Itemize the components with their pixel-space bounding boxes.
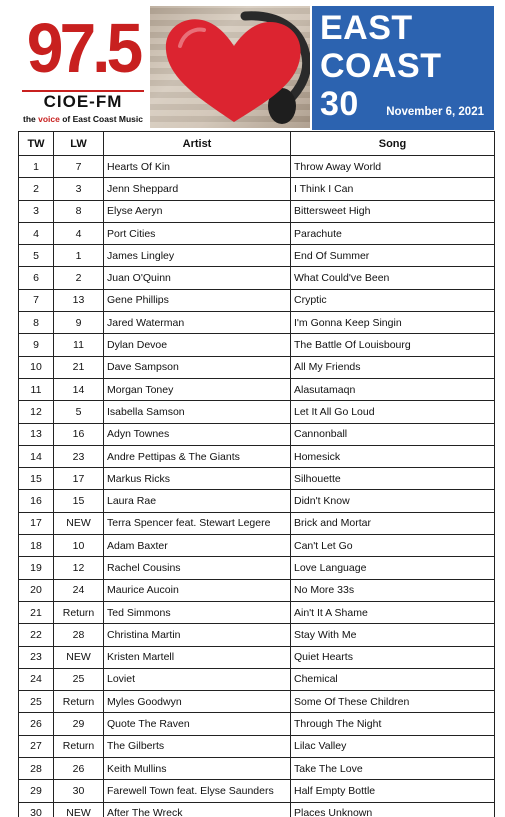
cell-last-week: 30 [54,780,104,802]
cell-last-week: 28 [54,624,104,646]
header-last-week: LW [54,132,104,156]
cell-last-week: NEW [54,646,104,668]
table-row [19,713,495,735]
table-row [19,802,495,817]
cell-artist: Ted Simmons [104,601,291,623]
table-row [19,691,495,713]
cell-song: Alasutamaqn [291,378,495,400]
cell-last-week: 24 [54,579,104,601]
cell-this-week: 8 [19,312,54,334]
cell-this-week: 14 [19,445,54,467]
cell-last-week: 11 [54,334,104,356]
cell-last-week: 29 [54,713,104,735]
table-row [19,245,495,267]
tagline-emphasis: voice [38,114,60,124]
cell-artist: Morgan Toney [104,378,291,400]
table-row [19,267,495,289]
cell-this-week: 21 [19,601,54,623]
cell-artist: Port Cities [104,222,291,244]
cell-this-week: 22 [19,624,54,646]
cell-last-week: 4 [54,222,104,244]
cell-last-week: 13 [54,289,104,311]
cell-this-week: 24 [19,668,54,690]
table-row [19,668,495,690]
table-row [19,468,495,490]
table-row [19,624,495,646]
cell-this-week: 4 [19,222,54,244]
cell-artist: Christina Martin [104,624,291,646]
cell-this-week: 12 [19,401,54,423]
cell-artist: Kristen Martell [104,646,291,668]
cell-last-week: 9 [54,312,104,334]
cell-song: Parachute [291,222,495,244]
cell-artist: Dave Sampson [104,356,291,378]
cell-this-week: 18 [19,535,54,557]
station-logo [18,6,148,128]
cell-artist: Rachel Cousins [104,557,291,579]
header-this-week: TW [19,132,54,156]
header-song: Song [291,132,495,156]
cell-song: The Battle Of Louisbourg [291,334,495,356]
cell-song: I Think I Can [291,178,495,200]
cell-song: Chemical [291,668,495,690]
cell-this-week: 10 [19,356,54,378]
table-row [19,156,495,178]
cell-artist: Loviet [104,668,291,690]
table-row [19,780,495,802]
table-row [19,646,495,668]
cell-artist: The Gilberts [104,735,291,757]
cell-this-week: 27 [19,735,54,757]
table-row [19,735,495,757]
table-row [19,490,495,512]
table-row [19,222,495,244]
chart-body [19,156,495,817]
cell-song: Let It All Go Loud [291,401,495,423]
cell-last-week: 21 [54,356,104,378]
cell-song: Ain't It A Shame [291,601,495,623]
cell-this-week: 26 [19,713,54,735]
cell-song: Throw Away World [291,156,495,178]
table-row [19,289,495,311]
cell-artist: Markus Ricks [104,468,291,490]
cell-song: What Could've Been [291,267,495,289]
cell-song: Places Unknown [291,802,495,817]
table-row [19,401,495,423]
title-line-3: 30 [320,85,359,123]
table-row [19,445,495,467]
table-row [19,601,495,623]
cell-last-week: NEW [54,802,104,817]
cell-last-week: 16 [54,423,104,445]
table-row [19,758,495,780]
cell-last-week: 26 [54,758,104,780]
cell-artist: After The Wreck [104,802,291,817]
cell-song: Cannonball [291,423,495,445]
cell-artist: Elyse Aeryn [104,200,291,222]
tagline-pre: the [22,114,39,124]
cell-last-week: 25 [54,668,104,690]
cell-last-week: Return [54,601,104,623]
table-row [19,579,495,601]
cell-song: Quiet Hearts [291,646,495,668]
logo-frequency: 97.5 [26,9,140,87]
cell-this-week: 9 [19,334,54,356]
cell-song: Bittersweet High [291,200,495,222]
cell-artist: Farewell Town feat. Elyse Saunders [104,780,291,802]
table-row [19,356,495,378]
cell-last-week: 10 [54,535,104,557]
tagline-post: of East Coast Music [59,114,143,124]
cell-artist: Gene Phillips [104,289,291,311]
cell-artist: Terra Spencer feat. Stewart Legere [104,512,291,534]
heart-headphones-image [150,6,310,128]
cell-this-week: 29 [19,780,54,802]
cell-artist: James Lingley [104,245,291,267]
cell-this-week: 7 [19,289,54,311]
cell-this-week: 19 [19,557,54,579]
heart-icon [150,6,310,128]
cell-song: Take The Love [291,758,495,780]
cell-last-week: 7 [54,156,104,178]
chart-table [18,131,495,817]
header-artist: Artist [104,132,291,156]
cell-song: Silhouette [291,468,495,490]
cell-artist: Laura Rae [104,490,291,512]
cell-this-week: 1 [19,156,54,178]
cell-last-week: Return [54,735,104,757]
cell-song: Didn't Know [291,490,495,512]
cell-this-week: 11 [19,378,54,400]
cell-song: Can't Let Go [291,535,495,557]
cell-last-week: 23 [54,445,104,467]
cell-artist: Isabella Samson [104,401,291,423]
cell-artist: Maurice Aucoin [104,579,291,601]
cell-last-week: 2 [54,267,104,289]
table-row [19,312,495,334]
title-line-1: EAST [320,9,413,47]
cell-this-week: 6 [19,267,54,289]
chart-title-box [312,6,494,130]
cell-this-week: 3 [19,200,54,222]
cell-last-week: 5 [54,401,104,423]
cell-song: Half Empty Bottle [291,780,495,802]
cell-song: Brick and Mortar [291,512,495,534]
cell-artist: Adam Baxter [104,535,291,557]
cell-song: Love Language [291,557,495,579]
cell-this-week: 15 [19,468,54,490]
cell-artist: Quote The Raven [104,713,291,735]
cell-artist: Hearts Of Kin [104,156,291,178]
chart-header [0,0,505,130]
cell-song: Homesick [291,445,495,467]
cell-this-week: 13 [19,423,54,445]
title-line-2: COAST [320,47,442,85]
cell-last-week: 1 [54,245,104,267]
cell-this-week: 30 [19,802,54,817]
cell-song: Through The Night [291,713,495,735]
logo-callsign: CIOE-FM [43,92,123,111]
cell-last-week: Return [54,691,104,713]
table-row [19,200,495,222]
cell-this-week: 25 [19,691,54,713]
cell-last-week: NEW [54,512,104,534]
cell-artist: Juan O'Quinn [104,267,291,289]
cell-song: Cryptic [291,289,495,311]
table-row [19,378,495,400]
cell-last-week: 12 [54,557,104,579]
chart-date: November 6, 2021 [386,106,484,118]
cell-this-week: 5 [19,245,54,267]
table-row [19,512,495,534]
cell-song: End Of Summer [291,245,495,267]
cell-this-week: 23 [19,646,54,668]
cell-last-week: 8 [54,200,104,222]
cell-this-week: 28 [19,758,54,780]
table-row [19,334,495,356]
cell-song: I'm Gonna Keep Singin [291,312,495,334]
table-row [19,423,495,445]
cell-artist: Keith Mullins [104,758,291,780]
cell-this-week: 2 [19,178,54,200]
cell-song: Lilac Valley [291,735,495,757]
cell-artist: Myles Goodwyn [104,691,291,713]
cell-song: Stay With Me [291,624,495,646]
cell-this-week: 16 [19,490,54,512]
cell-artist: Andre Pettipas & The Giants [104,445,291,467]
cell-song: No More 33s [291,579,495,601]
cell-artist: Dylan Devoe [104,334,291,356]
cell-last-week: 15 [54,490,104,512]
table-row [19,535,495,557]
cell-artist: Jared Waterman [104,312,291,334]
cell-song: Some Of These Children [291,691,495,713]
cell-song: All My Friends [291,356,495,378]
cell-this-week: 17 [19,512,54,534]
cell-artist: Jenn Sheppard [104,178,291,200]
cell-last-week: 3 [54,178,104,200]
logo-tagline [18,114,148,124]
table-row [19,557,495,579]
cell-last-week: 14 [54,378,104,400]
table-row [19,178,495,200]
cell-artist: Adyn Townes [104,423,291,445]
cell-last-week: 17 [54,468,104,490]
cell-this-week: 20 [19,579,54,601]
table-header-row [19,132,495,156]
